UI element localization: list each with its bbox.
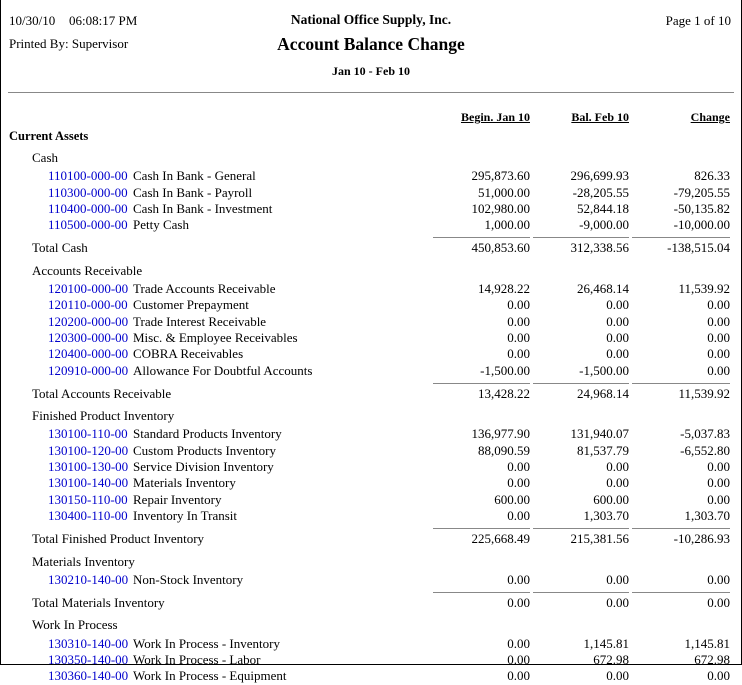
end-amount: 0.00 — [606, 459, 629, 475]
account-number-link[interactable]: 130360-140-00 — [48, 668, 129, 684]
account-row — [1, 185, 741, 201]
begin-amount: 51,000.00 — [478, 184, 530, 200]
change-amount: 11,539.92 — [678, 281, 730, 297]
account-row-left — [1, 426, 433, 442]
change-amount: 0.00 — [707, 571, 730, 587]
account-description: Non-Stock Inventory — [133, 571, 244, 587]
account-section — [1, 263, 741, 402]
begin-amount: 136,977.90 — [471, 426, 530, 442]
account-row — [1, 668, 741, 684]
change-amount: -50,135.82 — [673, 200, 730, 216]
account-row-left — [1, 201, 433, 217]
page-indicator: Page 1 of 10 — [665, 13, 731, 28]
account-description: Work In Process - Equipment — [133, 668, 287, 684]
begin-amount: 102,980.00 — [471, 200, 530, 216]
account-row-left — [1, 492, 433, 508]
begin-amount: -1,500.00 — [480, 362, 530, 378]
account-section — [1, 408, 741, 547]
change-amount: 672.98 — [694, 652, 730, 668]
account-description: Standard Products Inventory — [133, 426, 282, 442]
account-description: Trade Interest Receivable — [133, 313, 267, 329]
account-row — [1, 508, 741, 524]
total-label: Total Accounts Receivable — [32, 385, 172, 401]
change-amount: 0.00 — [707, 297, 730, 313]
account-row-left — [1, 459, 433, 475]
print-time: 06:08:17 PM — [69, 13, 138, 28]
begin-amount: 0.00 — [507, 329, 530, 345]
begin-amount: 0.00 — [507, 313, 530, 329]
account-description: Cash In Bank - Investment — [133, 200, 273, 216]
total-end-amount: 312,338.56 — [533, 237, 629, 256]
end-amount: 0.00 — [606, 346, 629, 362]
account-row — [1, 459, 741, 475]
end-amount: 0.00 — [606, 571, 629, 587]
account-number-link[interactable]: 130350-140-00 — [48, 652, 129, 668]
account-number-link[interactable]: 130100-130-00 — [48, 459, 129, 475]
account-description: Misc. & Employee Receivables — [133, 329, 298, 345]
change-amount: 1,145.81 — [684, 635, 730, 651]
end-amount: 1,303.70 — [583, 507, 629, 523]
account-description: Customer Prepayment — [133, 297, 249, 313]
account-row — [1, 652, 741, 668]
total-begin-amount: 225,668.49 — [433, 528, 530, 547]
account-number-link[interactable]: 120910-000-00 — [48, 362, 129, 378]
account-row — [1, 475, 741, 491]
change-amount: 0.00 — [707, 346, 730, 362]
account-row-left — [1, 668, 433, 684]
change-amount: -5,037.83 — [680, 426, 730, 442]
column-header-change: Change — [690, 110, 730, 124]
begin-amount: 0.00 — [507, 507, 530, 523]
account-row — [1, 297, 741, 313]
change-amount: 0.00 — [707, 459, 730, 475]
change-amount: 0.00 — [707, 362, 730, 378]
end-amount: 672.98 — [593, 652, 629, 668]
begin-amount: 14,928.22 — [478, 281, 530, 297]
total-change-amount: -138,515.04 — [632, 237, 730, 256]
account-row — [1, 201, 741, 217]
total-begin-amount: 13,428.22 — [433, 383, 530, 402]
account-row — [1, 168, 741, 184]
account-description: Inventory In Transit — [133, 507, 237, 523]
end-amount: -28,205.55 — [572, 184, 629, 200]
change-amount: 0.00 — [707, 668, 730, 684]
account-number-link[interactable]: 120300-000-00 — [48, 329, 129, 345]
end-amount: 0.00 — [606, 329, 629, 345]
account-row-left — [1, 185, 433, 201]
begin-amount: 0.00 — [507, 668, 530, 684]
group-title: Current Assets — [9, 129, 89, 143]
change-amount: 0.00 — [707, 475, 730, 491]
account-section — [1, 554, 741, 612]
total-change-amount: -10,286.93 — [632, 528, 730, 547]
end-amount: 81,537.79 — [577, 442, 629, 458]
section-total-row — [1, 237, 741, 256]
total-label-wrap — [1, 595, 433, 611]
begin-amount: 1,000.00 — [484, 217, 530, 233]
report-body — [1, 150, 741, 685]
account-row — [1, 330, 741, 346]
section-total-row — [1, 592, 741, 611]
account-description: Custom Products Inventory — [133, 442, 276, 458]
account-row-left — [1, 314, 433, 330]
report-header — [1, 0, 741, 93]
end-amount: 52,844.18 — [577, 200, 629, 216]
account-description: Cash In Bank - General — [133, 168, 256, 184]
begin-amount: 0.00 — [507, 346, 530, 362]
end-amount: -9,000.00 — [579, 217, 629, 233]
account-row-left — [1, 443, 433, 459]
account-description: Petty Cash — [133, 217, 189, 233]
section-title: Materials Inventory — [32, 553, 135, 569]
begin-amount: 0.00 — [507, 475, 530, 491]
begin-amount: 0.00 — [507, 571, 530, 587]
account-description: Cash In Bank - Payroll — [133, 184, 253, 200]
account-section — [1, 150, 741, 257]
account-number-link[interactable]: 130310-140-00 — [48, 635, 129, 651]
account-number-link[interactable]: 130150-110-00 — [48, 491, 128, 507]
section-title: Accounts Receivable — [32, 262, 143, 278]
end-amount: -1,500.00 — [579, 362, 629, 378]
total-change-amount: 11,539.92 — [632, 383, 730, 402]
change-amount: 0.00 — [707, 491, 730, 507]
account-number-link[interactable]: 110300-000-00 — [48, 184, 128, 200]
account-row — [1, 346, 741, 362]
account-row — [1, 492, 741, 508]
account-description: Repair Inventory — [133, 491, 222, 507]
header-divider — [8, 92, 734, 93]
change-amount: -6,552.80 — [680, 442, 730, 458]
account-row — [1, 314, 741, 330]
account-row — [1, 572, 741, 588]
end-amount: 1,145.81 — [583, 635, 629, 651]
end-amount: 26,468.14 — [577, 281, 629, 297]
total-label: Total Finished Product Inventory — [32, 531, 205, 547]
account-description: Materials Inventory — [133, 475, 236, 491]
account-number-link[interactable]: 120200-000-00 — [48, 313, 129, 329]
total-label-wrap — [1, 531, 433, 547]
begin-amount: 88,090.59 — [478, 442, 530, 458]
change-amount: 0.00 — [707, 329, 730, 345]
account-row-left — [1, 508, 433, 524]
section-total-row — [1, 383, 741, 402]
report-period: Jan 10 - Feb 10 — [332, 64, 410, 78]
account-row — [1, 426, 741, 442]
total-label-wrap — [1, 386, 433, 402]
begin-amount: 0.00 — [507, 459, 530, 475]
account-row-left — [1, 652, 433, 668]
end-amount: 131,940.07 — [570, 426, 629, 442]
change-amount: -79,205.55 — [673, 184, 730, 200]
account-row-left — [1, 475, 433, 491]
account-row-left — [1, 363, 433, 379]
change-amount: 0.00 — [707, 313, 730, 329]
account-row-left — [1, 572, 433, 588]
account-row — [1, 281, 741, 297]
section-title: Finished Product Inventory — [32, 408, 175, 424]
end-amount: 0.00 — [606, 297, 629, 313]
end-amount: 600.00 — [593, 491, 629, 507]
total-label: Total Cash — [32, 240, 88, 256]
total-begin-amount: 0.00 — [433, 592, 530, 611]
end-amount: 0.00 — [606, 313, 629, 329]
account-number-link[interactable]: 120400-000-00 — [48, 346, 129, 362]
total-end-amount: 215,381.56 — [533, 528, 629, 547]
account-description: Work In Process - Labor — [133, 652, 261, 668]
end-amount: 0.00 — [606, 475, 629, 491]
account-number-link[interactable]: 120100-000-00 — [48, 281, 129, 297]
account-row-left — [1, 636, 433, 652]
end-amount: 296,699.93 — [570, 168, 629, 184]
begin-amount: 295,873.60 — [471, 168, 530, 184]
account-row — [1, 363, 741, 379]
end-amount: 0.00 — [606, 668, 629, 684]
account-description: Trade Accounts Receivable — [133, 281, 276, 297]
account-number-link[interactable]: 130400-110-00 — [48, 507, 128, 523]
total-end-amount: 24,968.14 — [533, 383, 629, 402]
account-number-link[interactable]: 130210-140-00 — [48, 571, 129, 587]
begin-amount: 0.00 — [507, 635, 530, 651]
begin-amount: 0.00 — [507, 297, 530, 313]
account-section — [1, 617, 741, 684]
account-description: Work In Process - Inventory — [133, 635, 280, 651]
account-row-left — [1, 297, 433, 313]
account-number-link[interactable]: 130100-140-00 — [48, 475, 129, 491]
account-row-left — [1, 168, 433, 184]
begin-amount: 0.00 — [507, 652, 530, 668]
total-change-amount: 0.00 — [632, 592, 730, 611]
account-description: COBRA Receivables — [133, 346, 244, 362]
account-number-link[interactable]: 110100-000-00 — [48, 168, 128, 184]
total-label-wrap — [1, 240, 433, 256]
change-amount: 826.33 — [694, 168, 730, 184]
section-title: Cash — [32, 150, 58, 165]
account-number-link[interactable]: 110400-000-00 — [48, 200, 128, 216]
total-label: Total Materials Inventory — [32, 595, 165, 611]
total-begin-amount: 450,853.60 — [433, 237, 530, 256]
printed-by: Printed By: Supervisor — [9, 36, 129, 51]
report-title: Account Balance Change — [277, 34, 465, 54]
account-number-link[interactable]: 110500-000-00 — [48, 217, 128, 233]
account-row-left — [1, 281, 433, 297]
account-row-left — [1, 346, 433, 362]
company-name: National Office Supply, Inc. — [290, 12, 452, 27]
begin-amount: 600.00 — [494, 491, 530, 507]
section-title: Work In Process — [32, 617, 118, 633]
section-total-row — [1, 528, 741, 547]
account-description: Allowance For Doubtful Accounts — [133, 362, 313, 378]
total-end-amount: 0.00 — [533, 592, 629, 611]
print-date: 10/30/10 — [9, 13, 56, 28]
column-header-end: Bal. Feb 10 — [571, 110, 629, 124]
account-number-link[interactable]: 130100-110-00 — [48, 426, 128, 442]
column-header-begin: Begin. Jan 10 — [460, 110, 530, 124]
account-row — [1, 636, 741, 652]
change-amount: 1,303.70 — [684, 507, 730, 523]
account-number-link[interactable]: 120110-000-00 — [48, 297, 128, 313]
account-row — [1, 217, 741, 233]
column-header-row — [1, 110, 741, 125]
account-number-link[interactable]: 130100-120-00 — [48, 442, 129, 458]
account-description: Service Division Inventory — [133, 459, 274, 475]
account-row-left — [1, 330, 433, 346]
account-row-left — [1, 217, 433, 233]
account-row — [1, 443, 741, 459]
change-amount: -10,000.00 — [673, 217, 730, 233]
